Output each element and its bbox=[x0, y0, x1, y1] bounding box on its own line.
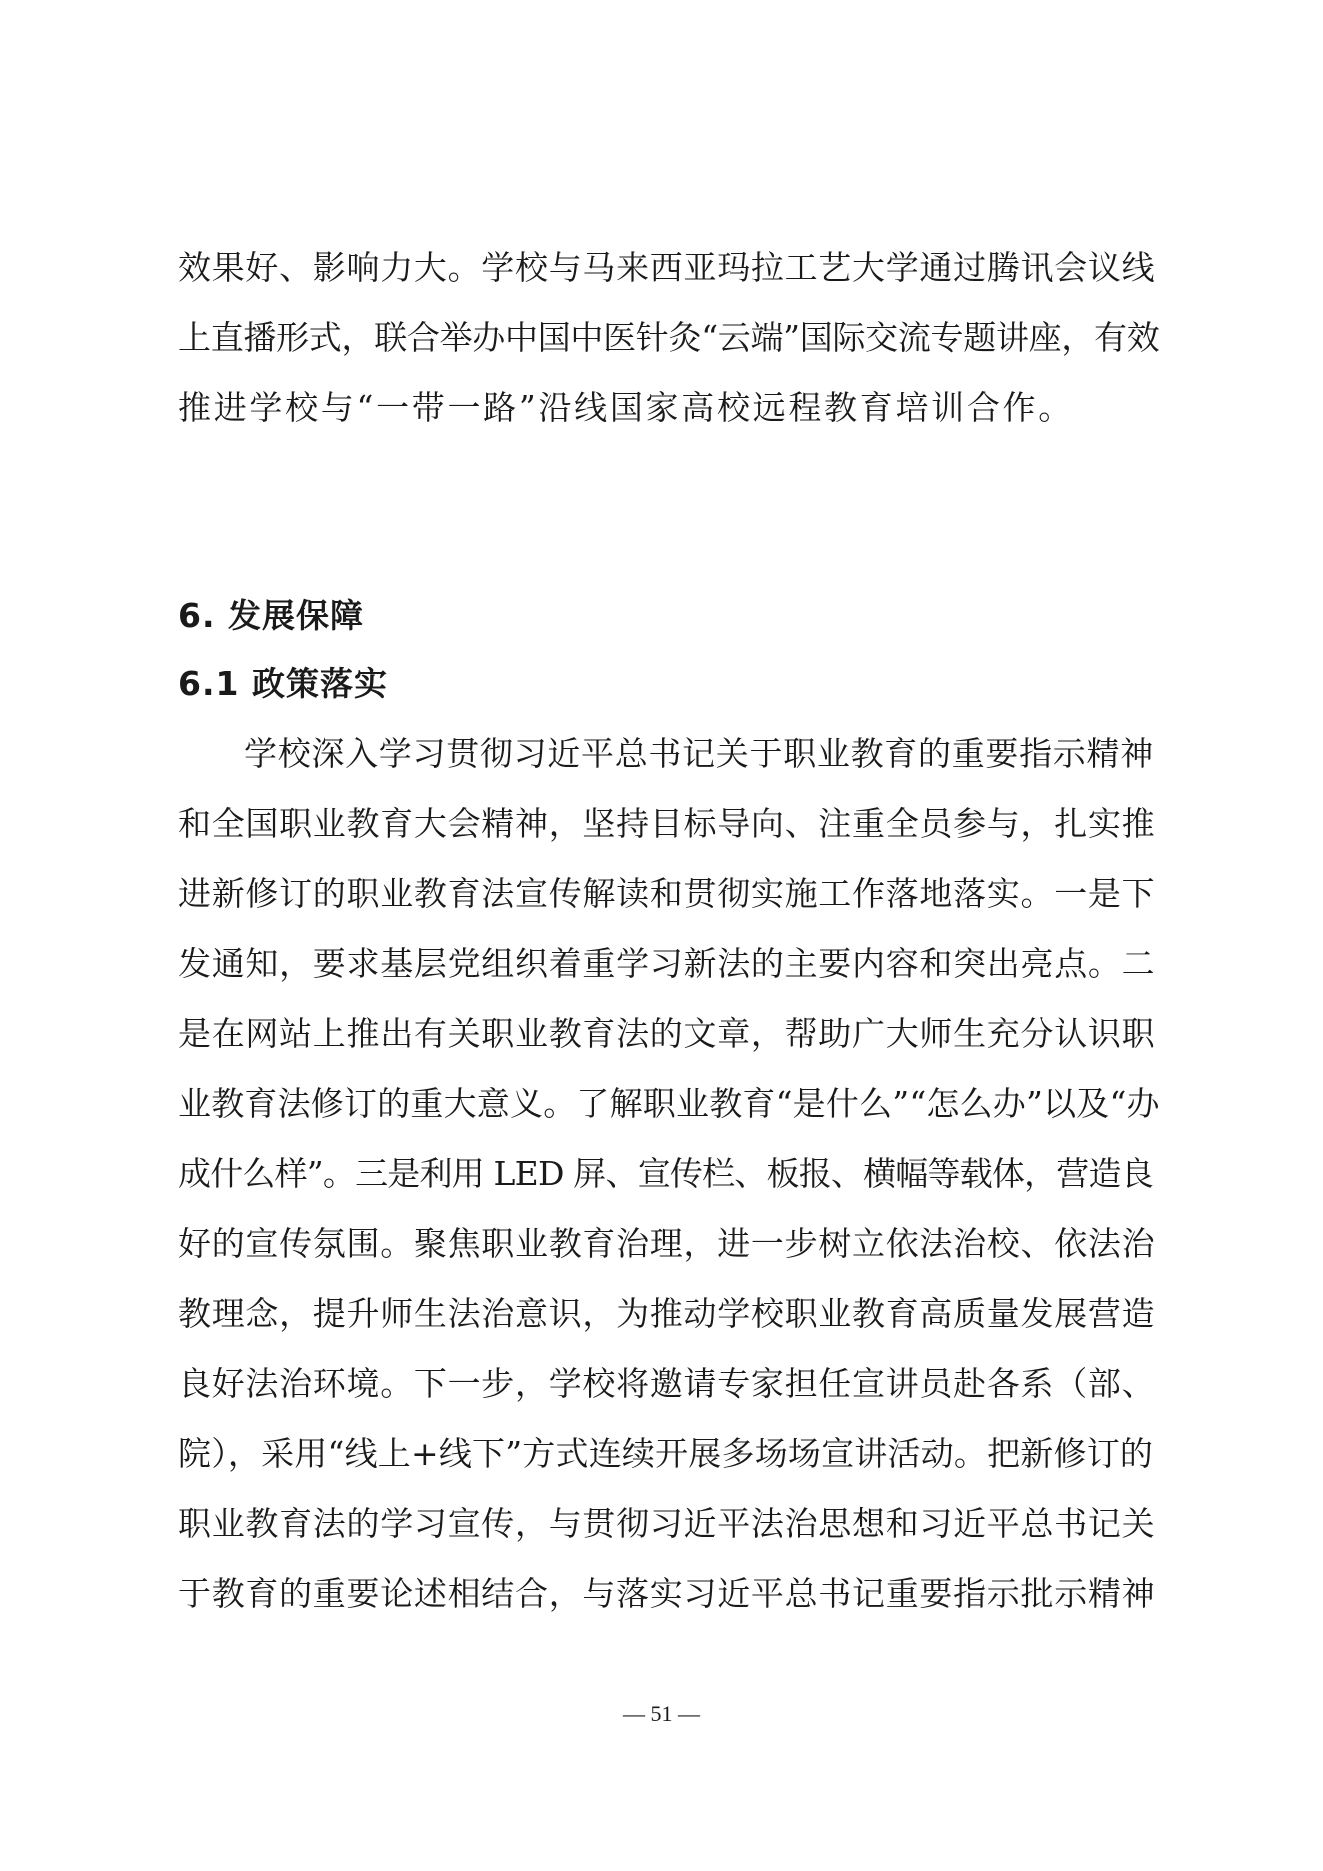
paragraph-line: 教理念，提升师生法治意识，为推动学校职业教育高质量发展营造 bbox=[178, 1294, 1156, 1333]
paragraph-line: 于教育的重要论述相结合，与落实习近平总书记重要指示批示精神 bbox=[178, 1574, 1156, 1613]
section-heading: 6. 发展保障 bbox=[178, 596, 364, 635]
paragraph-line: 效果好、影响力大。学校与马来西亚玛拉工艺大学通过腾讯会议线 bbox=[178, 248, 1156, 287]
paragraph-line: 好的宣传氛围。聚焦职业教育治理，进一步树立依法治校、依法治 bbox=[178, 1224, 1156, 1263]
page-number: — 51 — bbox=[623, 1701, 700, 1726]
paragraph-line: 成什么样”。三是利用 LED 屏、宣传栏、板报、横幅等载体，营造良 bbox=[178, 1154, 1153, 1193]
paragraph-line: 推进学校与“一带一路”沿线国家高校远程教育培训合作。 bbox=[178, 388, 1074, 427]
paragraph-line: 良好法治环境。下一步，学校将邀请专家担任宣讲员赴各系（部、 bbox=[178, 1364, 1156, 1403]
paragraph-line: 发通知，要求基层党组织着重学习新法的主要内容和突出亮点。二 bbox=[178, 944, 1156, 983]
paragraph-line: 上直播形式，联合举办中国中医针灸“云端”国际交流专题讲座，有效 bbox=[178, 318, 1160, 357]
paragraph-line: 是在网站上推出有关职业教育法的文章，帮助广大师生充分认识职 bbox=[178, 1014, 1156, 1053]
paragraph-line: 和全国职业教育大会精神，坚持目标导向、注重全员参与，扎实推 bbox=[178, 804, 1156, 843]
subsection-heading: 6.1 政策落实 bbox=[178, 664, 388, 703]
paragraph-line: 进新修订的职业教育法宣传解读和贯彻实施工作落地落实。一是下 bbox=[178, 874, 1156, 913]
paragraph-line: 学校深入学习贯彻习近平总书记关于职业教育的重要指示精神 bbox=[244, 734, 1154, 773]
paragraph-line: 院），采用“线上+线下”方式连续开展多场场宣讲活动。把新修订的 bbox=[178, 1434, 1154, 1473]
paragraph-line: 职业教育法的学习宣传，与贯彻习近平法治思想和习近平总书记关 bbox=[178, 1504, 1156, 1543]
paragraph-line: 业教育法修订的重大意义。了解职业教育“是什么”“怎么办”以及“办 bbox=[178, 1084, 1160, 1123]
